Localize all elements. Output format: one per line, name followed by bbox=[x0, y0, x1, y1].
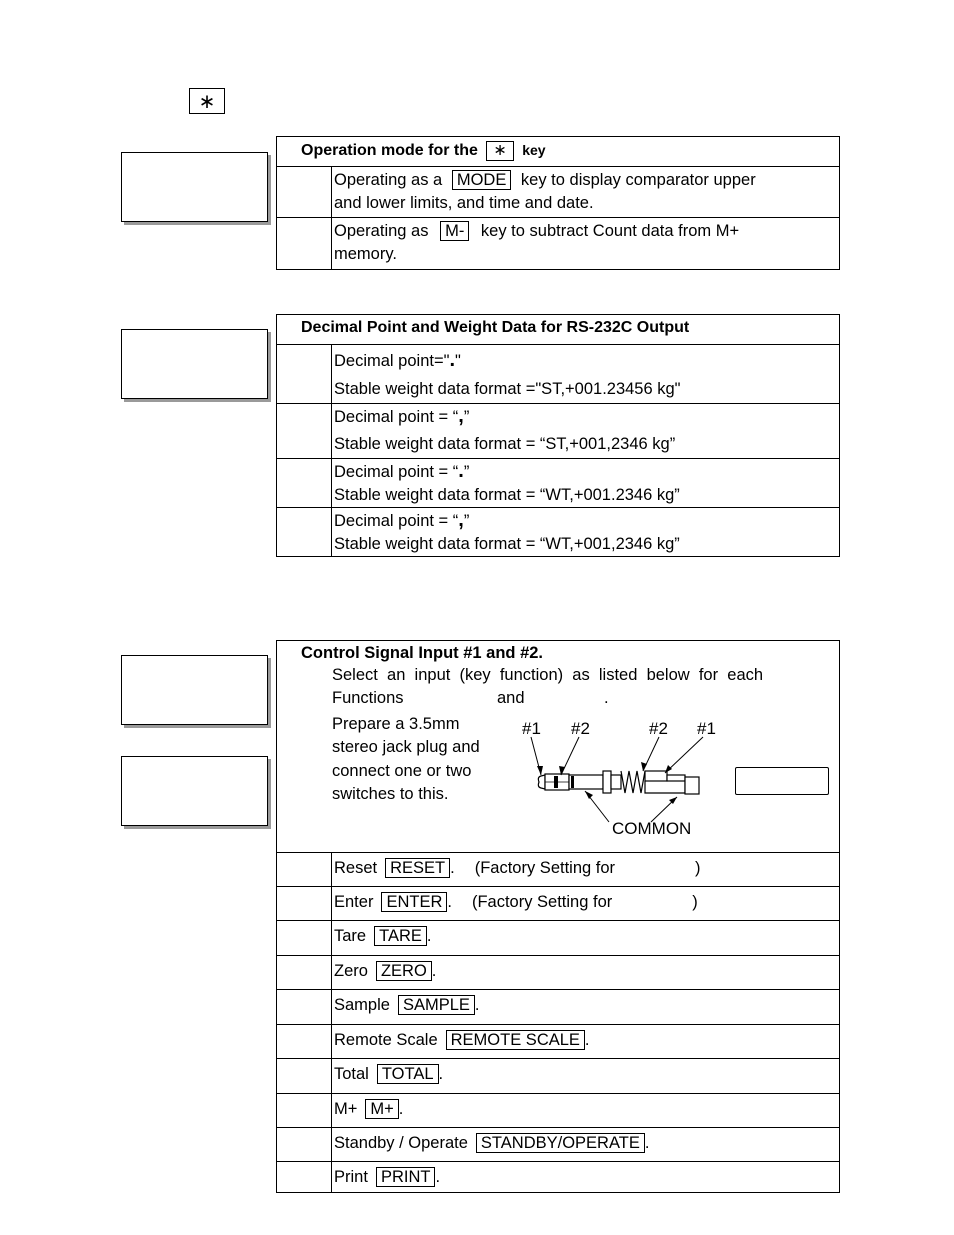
function-label: Sample bbox=[334, 996, 390, 1014]
suffix: . bbox=[435, 1168, 441, 1186]
table-row bbox=[277, 1058, 839, 1094]
pin1-label: #1 bbox=[522, 719, 541, 738]
table-row bbox=[277, 218, 840, 270]
operation-mode-table bbox=[276, 136, 840, 270]
function-label: Tare bbox=[334, 927, 367, 945]
instruction-line: Prepare a 3.5mm bbox=[332, 715, 460, 733]
function-label: Remote Scale bbox=[334, 1031, 438, 1049]
asterisk-symbol: ∗ bbox=[198, 91, 216, 113]
setting-code-cell bbox=[277, 218, 332, 270]
display-panel-4 bbox=[121, 756, 268, 826]
row-text: ” bbox=[463, 512, 470, 530]
function-key: RESET bbox=[385, 858, 450, 878]
function-key: ENTER bbox=[381, 892, 447, 912]
setting-code-cell bbox=[277, 508, 332, 557]
setting-code-cell bbox=[277, 1093, 332, 1127]
setting-description bbox=[334, 961, 436, 981]
function-key: M+ bbox=[365, 1099, 398, 1119]
stereo-jack-plug-diagram bbox=[517, 709, 717, 841]
table-row bbox=[277, 852, 839, 887]
table-row bbox=[277, 1024, 839, 1059]
setting-code-cell bbox=[277, 852, 332, 886]
display-panel-2 bbox=[121, 329, 268, 399]
setting-code-cell bbox=[277, 167, 332, 218]
table-row bbox=[277, 167, 840, 218]
mode-key: MODE bbox=[452, 170, 512, 190]
suffix: . bbox=[438, 1065, 444, 1083]
setting-description bbox=[332, 167, 840, 218]
setting-code-cell bbox=[277, 989, 332, 1024]
setting-code-cell bbox=[277, 886, 332, 920]
setting-description bbox=[334, 995, 480, 1015]
function-key: REMOTE SCALE bbox=[446, 1030, 585, 1050]
setting-code-cell bbox=[277, 955, 332, 989]
row-text: Operating as bbox=[334, 222, 429, 240]
suffix: . bbox=[450, 859, 455, 877]
suffix: . bbox=[398, 1100, 404, 1118]
row-text: Decimal point = “ bbox=[334, 408, 459, 426]
setting-description bbox=[332, 508, 840, 557]
table-row bbox=[277, 459, 840, 508]
prepare-instructions bbox=[332, 713, 480, 806]
row-text: " bbox=[455, 352, 461, 370]
note-close: ) bbox=[695, 859, 701, 877]
function-key: STANDBY/OPERATE bbox=[476, 1133, 645, 1153]
function-label: Print bbox=[334, 1168, 368, 1186]
instruction-line: connect one or two bbox=[332, 761, 472, 780]
intro-functions: Functions bbox=[332, 689, 404, 707]
table-row bbox=[277, 404, 840, 459]
function-label: Zero bbox=[334, 962, 368, 980]
function-label: Reset bbox=[334, 859, 378, 877]
pin2-label: #2 bbox=[571, 719, 590, 738]
row-text: Stable weight data format = “ST,+001,2346 kg” bbox=[334, 435, 676, 453]
row-text: and lower limits, and time and date. bbox=[334, 194, 594, 212]
row-text: Decimal point=" bbox=[334, 352, 450, 370]
table-row bbox=[277, 1093, 839, 1128]
intro-text: Select an input (key function) as listed below for each bbox=[332, 666, 764, 684]
row-text: key to display comparator upper bbox=[520, 171, 756, 189]
function-label: M+ bbox=[334, 1100, 358, 1118]
table-header: Control Signal Input #1 and #2. bbox=[301, 644, 544, 662]
function-key: ZERO bbox=[376, 961, 432, 981]
suffix: . bbox=[447, 893, 452, 911]
setting-code-cell bbox=[277, 404, 332, 459]
intro-and: and bbox=[497, 689, 525, 707]
intro-period: . bbox=[604, 689, 609, 707]
setting-code-cell bbox=[277, 920, 332, 955]
row-text: Stable weight data format = “WT,+001,2346 kg” bbox=[334, 535, 680, 553]
setting-code-cell bbox=[277, 345, 332, 404]
row-text: Decimal point = “ bbox=[334, 463, 459, 481]
display-panel-3 bbox=[121, 655, 268, 725]
setting-description bbox=[332, 459, 840, 508]
suffix: . bbox=[431, 962, 437, 980]
decimal-char: , bbox=[458, 509, 464, 531]
m-minus-key: M- bbox=[440, 221, 469, 241]
common-label: COMMON bbox=[612, 819, 692, 838]
table-row bbox=[277, 920, 839, 956]
setting-code-cell bbox=[277, 1127, 332, 1161]
function-key: PRINT bbox=[376, 1167, 436, 1187]
asterisk-key-icon bbox=[189, 88, 225, 114]
note-close: ) bbox=[692, 893, 698, 911]
setting-description bbox=[334, 858, 701, 878]
display-panel-1 bbox=[121, 152, 268, 222]
table-header: Decimal Point and Weight Data for RS-232C Output bbox=[277, 315, 840, 345]
table-header bbox=[277, 137, 840, 167]
asterisk-key-icon bbox=[486, 141, 513, 161]
decimal-char: , bbox=[458, 405, 464, 427]
table-row bbox=[277, 345, 840, 404]
decimal-char: . bbox=[458, 460, 464, 482]
function-label: Standby / Operate bbox=[334, 1134, 468, 1152]
pin1-label-right: #1 bbox=[697, 719, 716, 738]
function-key: TOTAL bbox=[377, 1064, 439, 1084]
row-text: Stable weight data format = “WT,+001.2346 kg” bbox=[334, 486, 680, 504]
suffix: . bbox=[644, 1134, 650, 1152]
pin2-label-right: #2 bbox=[649, 719, 668, 738]
setting-description bbox=[334, 1099, 403, 1119]
control-signal-table bbox=[276, 640, 840, 1193]
instruction-line: switches to this. bbox=[332, 784, 449, 803]
setting-description bbox=[332, 218, 840, 270]
setting-code-cell bbox=[277, 1058, 332, 1093]
row-text: key to subtract Count data from M+ bbox=[480, 222, 740, 240]
function-key: SAMPLE bbox=[398, 995, 475, 1015]
header-text: Operation mode for the bbox=[301, 142, 478, 159]
factory-setting-note: (Factory Setting for bbox=[471, 893, 613, 911]
setting-code-cell bbox=[277, 1161, 332, 1193]
table-row bbox=[277, 886, 839, 921]
function-label: Enter bbox=[334, 893, 374, 911]
row-text: ” bbox=[463, 408, 470, 426]
table-row bbox=[277, 1161, 839, 1193]
setting-description bbox=[332, 404, 840, 459]
setting-description bbox=[332, 345, 840, 404]
table-row bbox=[277, 955, 839, 990]
setting-description bbox=[334, 926, 431, 946]
row-text: ” bbox=[463, 463, 470, 481]
table-row bbox=[277, 508, 840, 557]
setting-description bbox=[334, 1133, 649, 1153]
instruction-line: stereo jack plug and bbox=[332, 738, 480, 757]
table-row bbox=[277, 989, 839, 1025]
decimal-point-table bbox=[276, 314, 840, 557]
row-text: Stable weight data format ="ST,+001.23456 kg" bbox=[334, 380, 681, 398]
setting-code-cell bbox=[277, 459, 332, 508]
suffix: . bbox=[426, 927, 432, 945]
row-text: memory. bbox=[334, 245, 397, 263]
decimal-char: . bbox=[449, 349, 456, 371]
row-text: Decimal point = “ bbox=[334, 512, 459, 530]
setting-description bbox=[334, 1167, 440, 1187]
suffix: . bbox=[584, 1031, 590, 1049]
setting-description bbox=[334, 1030, 590, 1050]
function-label: Total bbox=[334, 1065, 369, 1083]
display-indicator-box bbox=[735, 767, 829, 795]
control-signal-header bbox=[277, 641, 839, 853]
suffix: . bbox=[474, 996, 480, 1014]
row-text: Operating as a bbox=[334, 171, 443, 189]
factory-setting-note: (Factory Setting for bbox=[474, 859, 616, 877]
function-key: TARE bbox=[374, 926, 427, 946]
setting-code-cell bbox=[277, 1024, 332, 1058]
header-suffix: key bbox=[522, 142, 546, 158]
setting-description bbox=[334, 1064, 443, 1084]
setting-description bbox=[334, 892, 698, 912]
table-row bbox=[277, 1127, 839, 1162]
asterisk-symbol: ∗ bbox=[493, 142, 507, 159]
